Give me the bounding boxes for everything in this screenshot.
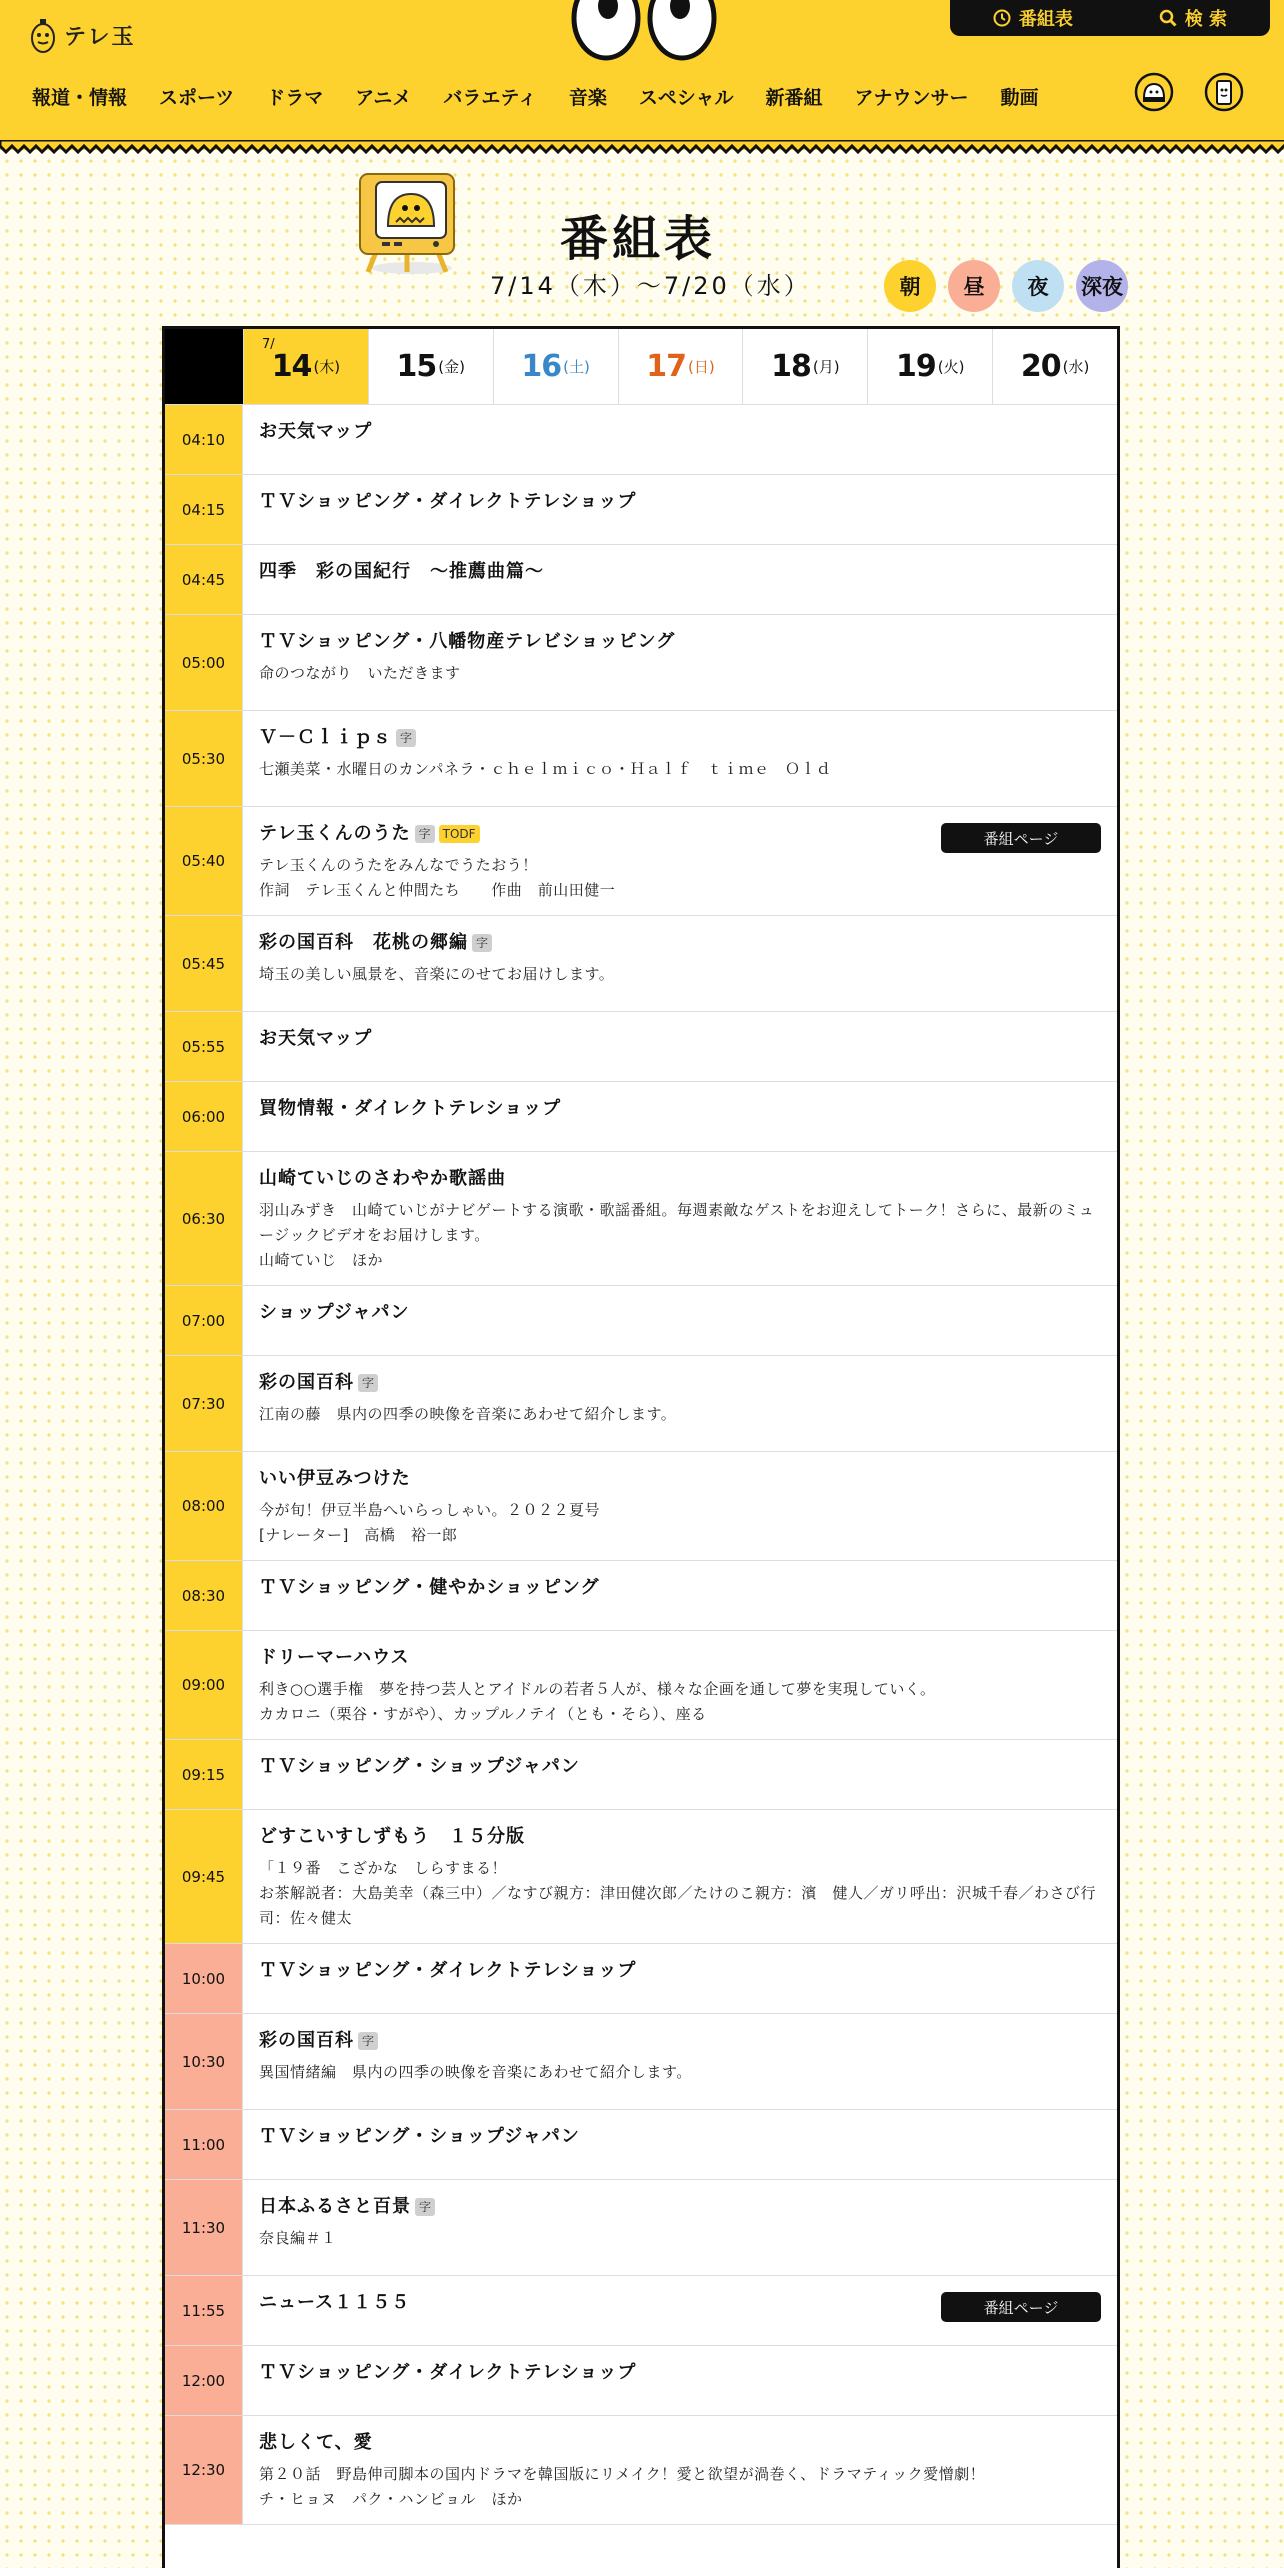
- program-info: [243, 1012, 1117, 1081]
- day-tab-17[interactable]: [618, 329, 743, 404]
- subtitle-badge: 字: [358, 1374, 378, 1392]
- program-description: [259, 1402, 1101, 1427]
- day-tabs-corner: [165, 329, 243, 404]
- program-page-button[interactable]: 番組ページ: [941, 823, 1101, 853]
- program-description-line: 利き○○選手権 夢を持つ芸人とアイドルの若者５人が、様々な企画を通して夢を実現していく。: [259, 1680, 936, 1698]
- site-header: [0, 0, 1284, 150]
- program-row[interactable]: [165, 1012, 1117, 1082]
- program-description-line: テレ玉くんのうたをみんなでうたおう！: [259, 856, 538, 874]
- program-description-line: 七瀬美菜・水曜日のカンパネラ・ｃｈｅｌｍｉｃｏ・Ｈａｌｆ ｔｉｍｅ Ｏｌｄ: [259, 760, 832, 778]
- tele-tama-mascot-icon: [30, 16, 56, 54]
- program-title[interactable]: 彩の国百科: [259, 2030, 354, 2051]
- day-number: 19: [895, 349, 936, 384]
- day-weekday: (日): [688, 358, 715, 376]
- program-page-button[interactable]: 番組ページ: [941, 2292, 1101, 2322]
- program-description-line: お茶解説者：大島美幸（森三中）／なすび親方：津田健次郎／たけのこ親方：濱 健人／ガリ呼出：沢城千春／わさび行司：佐々健太: [259, 1884, 1097, 1927]
- program-list: [165, 405, 1117, 2525]
- nav-news[interactable]: 報道・情報: [32, 87, 128, 109]
- program-row[interactable]: [165, 2416, 1117, 2525]
- program-title-line: [259, 629, 1101, 655]
- program-title-line: [259, 2430, 1101, 2456]
- day-tab-18[interactable]: [742, 329, 867, 404]
- date-range: 7/14（木）〜7/20（水）: [490, 272, 811, 300]
- program-time: 05:55: [165, 1012, 243, 1081]
- program-title-line: [259, 2028, 1101, 2054]
- bell-mascot-link[interactable]: [1130, 68, 1178, 116]
- program-time: 05:45: [165, 916, 243, 1011]
- program-description: [259, 853, 1101, 903]
- program-info: [243, 1452, 1117, 1560]
- program-title[interactable]: 山崎ていじのさわやか歌謡曲: [259, 1168, 506, 1189]
- program-time: 12:30: [165, 2416, 243, 2524]
- program-info: [243, 1631, 1117, 1739]
- filter-daytime[interactable]: 昼: [948, 260, 1000, 312]
- todf-badge: TODF: [439, 825, 480, 843]
- program-time: 10:00: [165, 1944, 243, 2013]
- program-row[interactable]: [165, 2014, 1117, 2110]
- program-description-line: 山崎ていじ ほか: [259, 1251, 384, 1269]
- nav-announcers[interactable]: アナウンサー: [854, 87, 969, 109]
- program-description-line: 奈良編＃１: [259, 2229, 337, 2247]
- program-row[interactable]: [165, 615, 1117, 711]
- program-info: [243, 615, 1117, 710]
- program-title[interactable]: いい伊豆みつけた: [259, 1468, 411, 1489]
- program-row[interactable]: [165, 711, 1117, 807]
- day-month: 7/: [262, 337, 275, 352]
- program-time: 05:00: [165, 615, 243, 710]
- program-description-line: 「１９番 こざかな しらすまる！: [259, 1859, 508, 1877]
- program-title[interactable]: ドリーマーハウス: [259, 1647, 410, 1668]
- program-description: [259, 1498, 1101, 1548]
- search-button[interactable]: [1159, 5, 1227, 31]
- program-description-line: 第２０話 野島伸司脚本の国内ドラマを韓国版にリメイク！愛と欲望が渦巻く、ドラマティック愛憎劇！: [259, 2465, 986, 2483]
- program-row[interactable]: [165, 1286, 1117, 1356]
- program-description-line: [ナレーター] 高橋 裕一郎: [259, 1526, 458, 1544]
- nav-videos[interactable]: 動画: [1000, 87, 1039, 109]
- program-info: [243, 1356, 1117, 1451]
- program-title[interactable]: Ｖ－Ｃｌｉｐｓ: [259, 727, 392, 748]
- program-title[interactable]: ＴＶショッピング・ショップジャパン: [259, 2126, 580, 2147]
- program-time: 09:00: [165, 1631, 243, 1739]
- program-info: [243, 1944, 1117, 2013]
- program-info: [243, 2416, 1117, 2524]
- search-button-label: 検 索: [1184, 9, 1228, 30]
- program-description: [259, 1198, 1101, 1273]
- program-title[interactable]: 悲しくて、愛: [259, 2432, 373, 2453]
- program-time: 11:30: [165, 2180, 243, 2275]
- program-time: 05:30: [165, 711, 243, 806]
- program-description: [259, 1677, 1101, 1727]
- program-row[interactable]: [165, 1452, 1117, 1561]
- day-number: 14: [271, 349, 312, 384]
- program-description-line: 埼玉の美しい風景を、音楽にのせてお届けします。: [259, 965, 615, 983]
- filter-night[interactable]: 夜: [1012, 260, 1064, 312]
- program-time: 05:40: [165, 807, 243, 915]
- clock-icon: [993, 9, 1011, 27]
- filter-late-night[interactable]: 深夜: [1076, 260, 1128, 312]
- program-title[interactable]: どすこいすしずもう １５分版: [259, 1826, 525, 1847]
- program-time: 07:30: [165, 1356, 243, 1451]
- program-title-line: [259, 1575, 1101, 1601]
- program-title-line: [259, 1958, 1101, 1984]
- program-time: 08:30: [165, 1561, 243, 1630]
- program-title-line: [259, 1300, 1101, 1326]
- program-description: [259, 661, 1101, 686]
- program-description-line: 今が旬！伊豆半島へいらっしゃい。２０２２夏号: [259, 1501, 601, 1519]
- nav-anime[interactable]: アニメ: [355, 87, 412, 109]
- top-utility-bar: [950, 0, 1270, 36]
- program-time: 08:00: [165, 1452, 243, 1560]
- subtitle-badge: 字: [472, 934, 492, 952]
- program-info: [243, 1810, 1117, 1943]
- program-row[interactable]: [165, 2110, 1117, 2180]
- day-weekday: (金): [438, 358, 466, 376]
- program-title[interactable]: ショップジャパン: [259, 1302, 410, 1323]
- program-title-line: [259, 1754, 1101, 1780]
- program-row[interactable]: [165, 1152, 1117, 1286]
- schedule-grid: [162, 326, 1120, 2568]
- program-title[interactable]: 彩の国百科: [259, 1372, 354, 1393]
- nav-sports[interactable]: スポーツ: [159, 87, 235, 109]
- program-info: [243, 711, 1117, 806]
- nav-variety[interactable]: バラエティ: [443, 87, 537, 109]
- program-title-line: [259, 1645, 1101, 1671]
- program-info: [243, 405, 1117, 474]
- program-row[interactable]: [165, 807, 1117, 916]
- main-nav: [16, 80, 1055, 116]
- program-info: [243, 2276, 1117, 2345]
- program-description: [259, 757, 1101, 782]
- program-title-line: [259, 559, 1101, 585]
- program-row[interactable]: [165, 1740, 1117, 1810]
- program-time: 04:45: [165, 545, 243, 614]
- program-description: [259, 962, 1101, 987]
- program-row[interactable]: [165, 1944, 1117, 2014]
- subtitle-badge: 字: [396, 729, 416, 747]
- program-description-line: 作詞 テレ玉くんと仲間たち 作曲 前山田健一: [259, 881, 616, 899]
- program-time: 12:00: [165, 2346, 243, 2415]
- nav-music[interactable]: 音楽: [568, 87, 607, 109]
- program-info: [243, 475, 1117, 544]
- phone-mascot-link[interactable]: [1200, 68, 1248, 116]
- program-time: 11:55: [165, 2276, 243, 2345]
- program-description-line: 羽山みずき 山崎ていじがナビゲートする演歌・歌謡番組。毎週素敵なゲストをお迎えしてトーク！さらに、最新のミュージックビデオをお届けします。: [259, 1201, 1095, 1244]
- subtitle-badge: 字: [415, 825, 435, 843]
- program-time: 07:00: [165, 1286, 243, 1355]
- day-number: 15: [396, 349, 437, 384]
- bell-mascot-icon: [1134, 72, 1174, 112]
- program-row[interactable]: [165, 1082, 1117, 1152]
- program-time: 09:45: [165, 1810, 243, 1943]
- program-description-line: カカロニ（栗谷・すがや）、カップルノテイ（とも・そら）、座る: [259, 1705, 707, 1723]
- program-title-line: [259, 1096, 1101, 1122]
- program-title[interactable]: ＴＶショッピング・ショップジャパン: [259, 1756, 580, 1777]
- program-title[interactable]: ＴＶショッピング・ダイレクトテレショップ: [259, 2362, 637, 2383]
- subtitle-badge: 字: [415, 2198, 435, 2216]
- program-description: [259, 2060, 1101, 2085]
- program-row[interactable]: [165, 2276, 1117, 2346]
- program-row[interactable]: [165, 916, 1117, 1012]
- program-info: [243, 545, 1117, 614]
- phone-mascot-icon: [1204, 72, 1244, 112]
- program-row[interactable]: [165, 475, 1117, 545]
- program-title[interactable]: お天気マップ: [259, 1028, 373, 1049]
- program-row[interactable]: [165, 1810, 1117, 1944]
- program-time: 06:30: [165, 1152, 243, 1285]
- program-row[interactable]: [165, 1631, 1117, 1740]
- program-title-line: [259, 489, 1101, 515]
- schedule-button-label: 番組表: [1018, 9, 1073, 30]
- day-weekday: (月): [812, 358, 840, 376]
- page-title: 番組表: [560, 211, 717, 267]
- program-title-line: [259, 1466, 1101, 1492]
- program-time: 04:10: [165, 405, 243, 474]
- day-tabs: [165, 329, 1117, 405]
- program-row[interactable]: [165, 545, 1117, 615]
- program-title-line: [259, 1824, 1101, 1850]
- nav-icon-links: [1130, 68, 1248, 116]
- program-time: 04:15: [165, 475, 243, 544]
- tv-mascot-illustration: [352, 168, 462, 278]
- day-tab-19[interactable]: [867, 329, 992, 404]
- program-info: [243, 1740, 1117, 1809]
- subtitle-badge: 字: [358, 2032, 378, 2050]
- program-title[interactable]: ニュース１１５５: [259, 2292, 411, 2313]
- mascot-eyes-icon: [568, 0, 720, 64]
- program-title-line: [259, 2124, 1101, 2150]
- day-tab-15[interactable]: [368, 329, 493, 404]
- program-description: [259, 2462, 1101, 2512]
- program-info: [243, 2346, 1117, 2415]
- site-logo[interactable]: [30, 16, 136, 54]
- program-title[interactable]: 彩の国百科 花桃の郷編: [259, 932, 468, 953]
- day-tab-16[interactable]: [493, 329, 618, 404]
- program-title[interactable]: 四季 彩の国紀行 ～推薦曲篇～: [259, 561, 544, 582]
- program-title-line: [259, 725, 1101, 751]
- program-time: 09:15: [165, 1740, 243, 1809]
- program-title[interactable]: お天気マップ: [259, 421, 373, 442]
- filter-morning[interactable]: 朝: [884, 260, 936, 312]
- time-of-day-filters: [884, 260, 1128, 312]
- day-tab-20[interactable]: [992, 329, 1117, 404]
- day-number: 20: [1020, 349, 1061, 384]
- day-number: 16: [521, 349, 562, 384]
- search-icon: [1159, 9, 1177, 27]
- program-row[interactable]: [165, 1356, 1117, 1452]
- nav-new-programs[interactable]: 新番組: [765, 87, 823, 109]
- program-description-line: 異国情緒編 県内の四季の映像を音楽にあわせて紹介します。: [259, 2063, 692, 2081]
- program-title-line: [259, 2360, 1101, 2386]
- day-weekday: (土): [563, 358, 590, 376]
- program-title-line: [259, 1026, 1101, 1052]
- program-info: [243, 916, 1117, 1011]
- program-info: [243, 2110, 1117, 2179]
- logo-text: テレ玉: [64, 24, 136, 50]
- program-title[interactable]: ＴＶショッピング・健やかショッピング: [259, 1577, 600, 1598]
- program-row[interactable]: [165, 405, 1117, 475]
- program-title-line: [259, 1370, 1101, 1396]
- program-info: [243, 1286, 1117, 1355]
- day-weekday: (木): [313, 358, 341, 376]
- program-title[interactable]: 買物情報・ダイレクトテレショップ: [259, 1098, 562, 1119]
- program-title[interactable]: ＴＶショッピング・ダイレクトテレショップ: [259, 491, 637, 512]
- program-info: [243, 2014, 1117, 2109]
- program-title-line: [259, 1166, 1101, 1192]
- program-description: [259, 2226, 1101, 2251]
- day-number: 18: [771, 349, 811, 384]
- program-title[interactable]: ＴＶショッピング・ダイレクトテレショップ: [259, 1960, 637, 1981]
- day-weekday: (水): [1062, 358, 1090, 376]
- program-description-line: 江南の藤 県内の四季の映像を音楽にあわせて紹介します。: [259, 1405, 677, 1423]
- program-time: 06:00: [165, 1082, 243, 1151]
- nav-drama[interactable]: ドラマ: [266, 87, 324, 109]
- program-description-line: チ・ヒョヌ パク・ハンビョル ほか: [259, 2490, 523, 2508]
- program-row[interactable]: [165, 2346, 1117, 2416]
- program-row[interactable]: [165, 1561, 1117, 1631]
- program-info: [243, 2180, 1117, 2275]
- day-tab-14[interactable]: [243, 329, 368, 404]
- program-title[interactable]: 日本ふるさと百景: [259, 2196, 411, 2217]
- day-weekday: (火): [937, 358, 965, 376]
- day-number: 17: [646, 349, 687, 384]
- schedule-button[interactable]: [993, 5, 1073, 31]
- program-info: [243, 807, 1117, 915]
- program-row[interactable]: [165, 2180, 1117, 2276]
- program-description-line: 命のつながり いただきます: [259, 664, 461, 682]
- program-info: [243, 1561, 1117, 1630]
- program-title[interactable]: ＴＶショッピング・八幡物産テレビショッピング: [259, 631, 676, 652]
- program-time: 10:30: [165, 2014, 243, 2109]
- program-title-line: [259, 419, 1101, 445]
- nav-special[interactable]: スペシャル: [638, 87, 734, 109]
- program-title-line: [259, 930, 1101, 956]
- program-title-line: [259, 2194, 1101, 2220]
- program-info: [243, 1152, 1117, 1285]
- program-info: [243, 1082, 1117, 1151]
- program-description: [259, 1856, 1101, 1931]
- header-zigzag-edge: [0, 140, 1284, 154]
- program-time: 11:00: [165, 2110, 243, 2179]
- program-title[interactable]: テレ玉くんのうた: [259, 823, 411, 844]
